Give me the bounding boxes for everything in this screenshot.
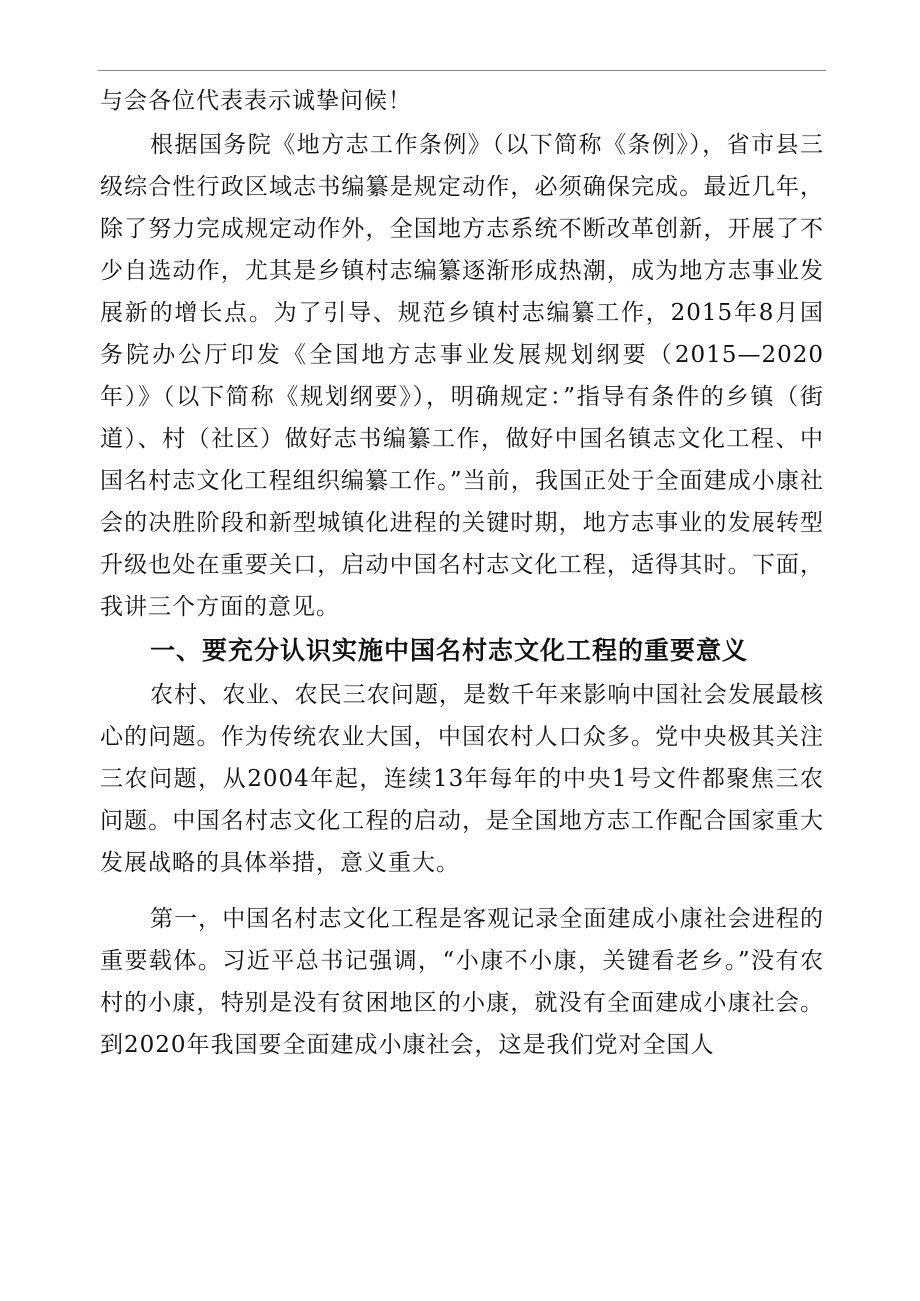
section-heading: 一、要充分认识实施中国名村志文化工程的重要意义	[150, 636, 749, 665]
paragraph-intro: 根据国务院《地方志工作条例》（以下简称《条例》），省市县三级综合性行政区域志书编纂是规定动作，必须确保完成。最近几年，除了努力完成规定动作外，全国地方志系统不断改革创新，开展了不少自选动作，尤其是乡镇村志编纂逐渐形成热潮，成为地方志事业发展新的增长点。为了引导、规范乡镇村志编纂工作，2015年8月国务院办公厅印发《全国地方志事业发展规划纲要（2015—2020年）》（以下简称《规划纲要》），明确规定：”指导有条件的乡镇（街道）、村（社区）做好志书编纂工作，做好中国名镇志文化工程、中国名村志文化工程组织编纂工作。”当前，我国正处于全面建成小康社会的决胜阶段和新型城镇化进程的关键时期，地方志事业的发展转型升级也处在重要关口，启动中国名村志文化工程，适得其时。下面，我讲三个方面的意见。	[100, 132, 824, 620]
paragraph-spacer	[100, 884, 824, 898]
paragraph-sannong: 农村、农业、农民三农问题，是数千年来影响中国社会发展最核心的问题。作为传统农业大国，中国农村人口众多。党中央极其关注三农问题，从2004年起，连续13年每年的中央1号文件都聚焦三农问题。中国名村志文化工程的启动，是全国地方志工作配合国家重大发展战略的具体举措，意义重大。	[100, 682, 824, 876]
paragraph-first-point: 第一，中国名村志文化工程是客观记录全面建成小康社会进程的重要载体。习近平总书记强调，“小康不小康，关键看老乡。”没有农村的小康，特别是没有贫困地区的小康，就没有全面建成小康社会。到2020年我国要全面建成小康社会，这是我们党对全国人	[100, 906, 824, 1058]
continuation-text: 与会各位代表表示诚挚问候！	[100, 88, 412, 114]
header-rule	[98, 70, 826, 71]
document-body	[100, 80, 824, 1066]
